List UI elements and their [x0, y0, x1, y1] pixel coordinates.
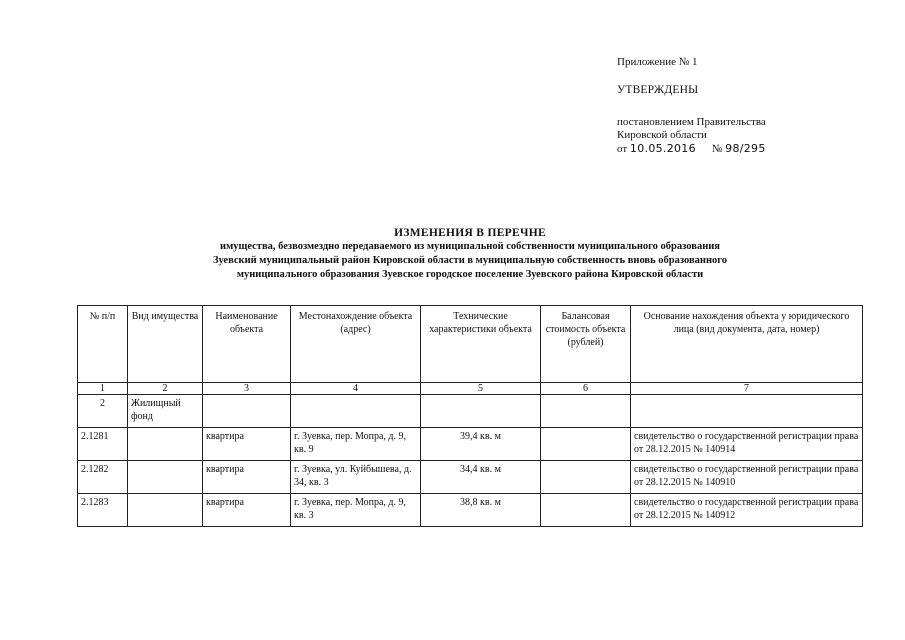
header-cell: Основание нахождения объекта у юридического лица (вид документа, дата, номер) — [631, 306, 863, 383]
approved-by-line2: Кировской области — [617, 129, 707, 141]
table-row — [78, 461, 863, 494]
column-number: 1 — [78, 383, 128, 395]
cell-tech: 39,4 кв. м — [421, 428, 541, 461]
decree-date: 10.05.2016 — [629, 142, 696, 155]
column-number: 3 — [203, 383, 291, 395]
cell-num: 2.1283 — [78, 494, 128, 527]
cell-num: 2.1281 — [78, 428, 128, 461]
column-number: 2 — [128, 383, 203, 395]
date-group — [617, 142, 696, 156]
cell-cost — [541, 461, 631, 494]
table-header-row — [78, 306, 863, 383]
header-cell: Балансовая стоимость объекта (рублей) — [541, 306, 631, 383]
cell-basis: свидетельство о государственной регистрации права от 28.12.2015 № 140914 — [631, 428, 863, 461]
cell-kind — [128, 494, 203, 527]
cell-kind: Жилищный фонд — [128, 395, 203, 428]
cell-basis — [631, 395, 863, 428]
table-row — [78, 494, 863, 527]
cell-cost — [541, 395, 631, 428]
column-number-row — [78, 383, 863, 395]
cell-cost — [541, 494, 631, 527]
approved-heading: УТВЕРЖДЕНЫ — [617, 84, 699, 96]
cell-address: г. Зуевка, ул. Куйбышева, д. 34, кв. 3 — [291, 461, 421, 494]
cell-basis: свидетельство о государственной регистрации права от 28.12.2015 № 140912 — [631, 494, 863, 527]
document-title — [120, 226, 820, 282]
cell-name: квартира — [203, 494, 291, 527]
column-number: 5 — [421, 383, 541, 395]
column-number: 7 — [631, 383, 863, 395]
number-prefix: № — [711, 143, 723, 155]
table-row — [78, 395, 863, 428]
cell-tech: 38,8 кв. м — [421, 494, 541, 527]
column-number: 4 — [291, 383, 421, 395]
cell-name: квартира — [203, 428, 291, 461]
cell-num: 2.1282 — [78, 461, 128, 494]
cell-kind — [128, 428, 203, 461]
header-cell: Наименование объекта — [203, 306, 291, 383]
header-cell: Местонахождение объекта (адрес) — [291, 306, 421, 383]
cell-num: 2 — [78, 395, 128, 428]
approved-by-line1: постановлением Правительства — [617, 116, 766, 128]
date-prefix: от — [617, 143, 628, 155]
column-number: 6 — [541, 383, 631, 395]
title-line-2: Зуевский муниципальный район Кировской области в муниципальную собственность вновь образованного — [212, 255, 728, 266]
title-line-3: муниципального образования Зуевское городское поселение Зуевского района Кировской области — [236, 269, 704, 280]
cell-name: квартира — [203, 461, 291, 494]
cell-tech — [421, 395, 541, 428]
property-table — [77, 305, 863, 527]
approval-block — [617, 56, 877, 156]
appendix-label: Приложение № 1 — [617, 56, 698, 68]
cell-address: г. Зуевка, пер. Мопра, д. 9, кв. 9 — [291, 428, 421, 461]
decree-date-row — [617, 142, 877, 156]
title-line-1: имущества, безвозмездно передаваемого из муниципальной собственности муниципального образования — [220, 241, 720, 252]
cell-basis: свидетельство о государственной регистрации права от 28.12.2015 № 140910 — [631, 461, 863, 494]
table-row — [78, 428, 863, 461]
header-cell: Вид имущества — [128, 306, 203, 383]
decree-number: 98/295 — [725, 142, 766, 155]
cell-name — [203, 395, 291, 428]
number-group — [712, 142, 766, 156]
header-cell: Технические характеристики объекта — [421, 306, 541, 383]
cell-tech: 34,4 кв. м — [421, 461, 541, 494]
cell-address — [291, 395, 421, 428]
cell-cost — [541, 428, 631, 461]
header-cell: № п/п — [78, 306, 128, 383]
title-main: ИЗМЕНЕНИЯ В ПЕРЕЧНЕ — [394, 227, 546, 239]
cell-address: г. Зуевка, пер. Мопра, д. 9, кв. 3 — [291, 494, 421, 527]
cell-kind — [128, 461, 203, 494]
